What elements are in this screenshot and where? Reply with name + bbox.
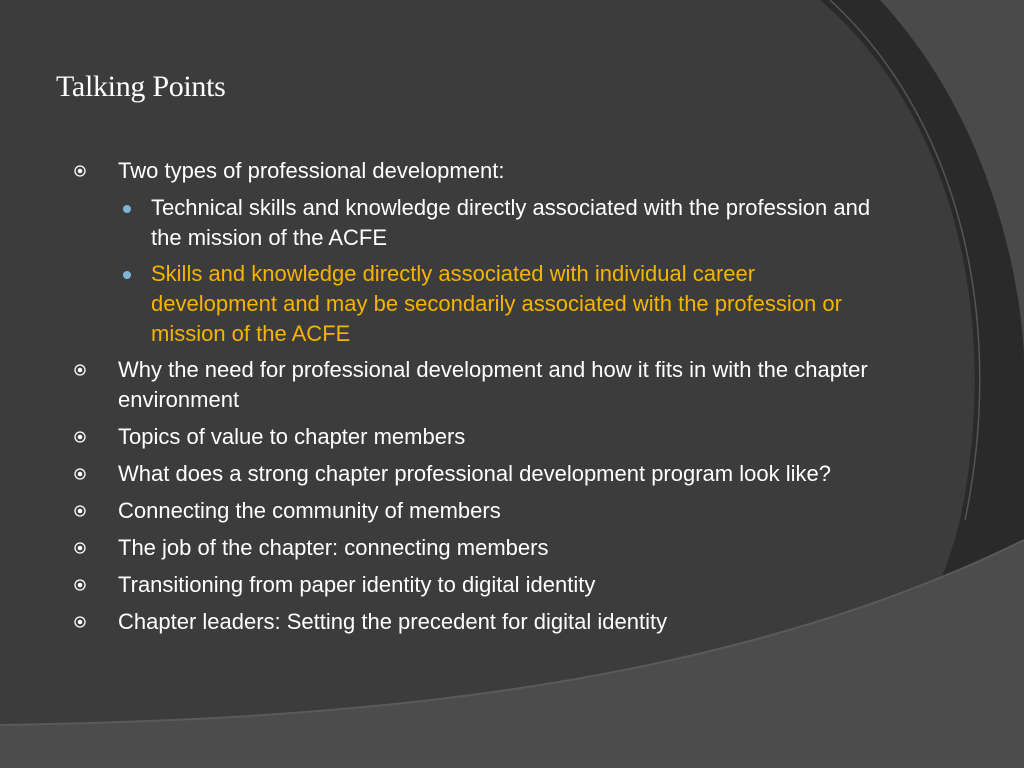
sub-bullet-item bbox=[74, 193, 874, 253]
bullet-text: Why the need for professional development and how it fits in with the chapter environment bbox=[118, 357, 868, 412]
circle-target-bullet-icon bbox=[74, 364, 86, 376]
dot-bullet-icon bbox=[123, 271, 131, 279]
bullet-item bbox=[74, 156, 874, 186]
bullet-text: Connecting the community of members bbox=[118, 498, 501, 523]
bullet-text: Topics of value to chapter members bbox=[118, 424, 466, 449]
bullet-item bbox=[74, 570, 874, 600]
sub-bullet-text: Technical skills and knowledge directly associated with the profession and the mission of the ACFE bbox=[151, 195, 871, 250]
slide-title: Talking Points bbox=[56, 70, 226, 103]
circle-target-bullet-icon bbox=[74, 431, 86, 443]
bullet-text: Two types of professional development: bbox=[118, 158, 505, 183]
sub-bullet-text: Skills and knowledge directly associated with individual career development and may be secondarily associated with the profession or mission of the ACFE bbox=[151, 261, 842, 346]
circle-target-bullet-icon bbox=[74, 505, 86, 517]
bullet-item bbox=[74, 533, 874, 563]
circle-target-bullet-icon bbox=[74, 468, 86, 480]
circle-target-bullet-icon bbox=[74, 165, 86, 177]
circle-target-bullet-icon bbox=[74, 542, 86, 554]
bullet-text: What does a strong chapter professional development program look like? bbox=[118, 461, 831, 486]
bullet-item bbox=[74, 355, 874, 415]
bullet-list bbox=[74, 156, 874, 644]
bullet-item bbox=[74, 496, 874, 526]
sub-bullet-item-highlighted bbox=[74, 259, 874, 349]
bullet-item bbox=[74, 422, 874, 452]
circle-target-bullet-icon bbox=[74, 616, 86, 628]
bullet-text: Transitioning from paper identity to digital identity bbox=[118, 572, 596, 597]
bullet-item bbox=[74, 607, 874, 637]
bullet-text: Chapter leaders: Setting the precedent for digital identity bbox=[118, 609, 668, 634]
dot-bullet-icon bbox=[123, 205, 131, 213]
bullet-text: The job of the chapter: connecting members bbox=[118, 535, 549, 560]
circle-target-bullet-icon bbox=[74, 579, 86, 591]
bullet-item bbox=[74, 459, 874, 489]
